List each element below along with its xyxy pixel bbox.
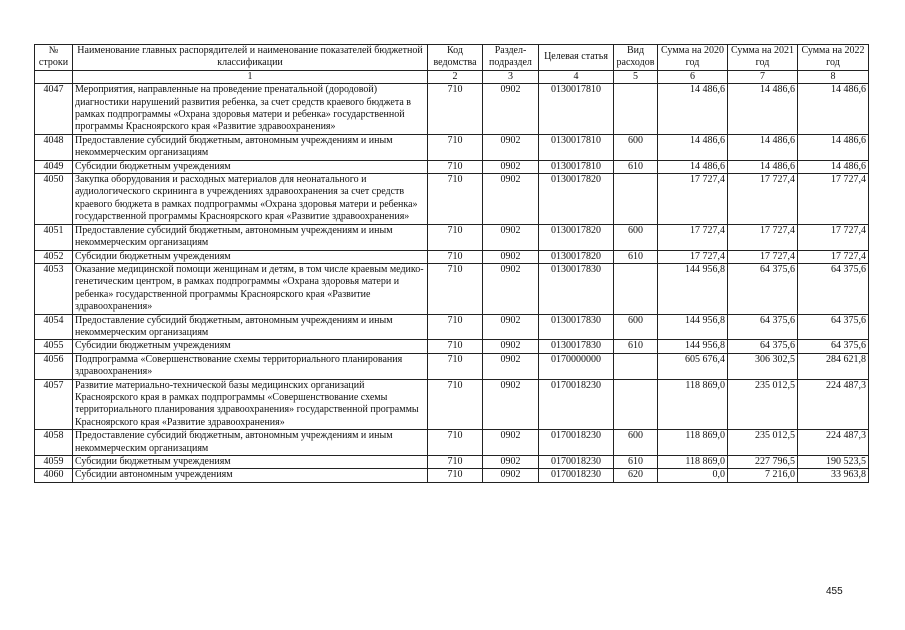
row-sum-2021: 64 375,6 xyxy=(728,263,798,314)
row-number: 4051 xyxy=(35,224,73,250)
row-department-code: 710 xyxy=(428,456,483,469)
row-sum-2020: 144 956,8 xyxy=(658,340,728,353)
row-expense-type: 610 xyxy=(614,250,658,263)
row-expense-type: 610 xyxy=(614,340,658,353)
header-name: Наименование главных распорядителей и наименование показателей бюджетной классификации xyxy=(73,45,428,71)
row-number: 4059 xyxy=(35,456,73,469)
row-section: 0902 xyxy=(483,263,539,314)
row-name: Субсидии бюджетным учреждениям xyxy=(73,456,428,469)
row-expense-type: 600 xyxy=(614,134,658,160)
row-number: 4052 xyxy=(35,250,73,263)
row-number: 4047 xyxy=(35,84,73,135)
header-expense-type: Вид расходов xyxy=(614,45,658,71)
table-row xyxy=(35,263,869,314)
table-row xyxy=(35,379,869,430)
row-sum-2022: 224 487,3 xyxy=(798,379,869,430)
row-department-code: 710 xyxy=(428,84,483,135)
row-sum-2022: 14 486,6 xyxy=(798,160,869,173)
budget-table xyxy=(34,44,869,483)
row-target-item: 0130017810 xyxy=(539,134,614,160)
row-sum-2022: 284 621,8 xyxy=(798,353,869,379)
row-sum-2020: 118 869,0 xyxy=(658,379,728,430)
row-department-code: 710 xyxy=(428,469,483,482)
row-sum-2020: 144 956,8 xyxy=(658,314,728,340)
row-number: 4056 xyxy=(35,353,73,379)
row-sum-2021: 306 302,5 xyxy=(728,353,798,379)
column-number: 4 xyxy=(539,70,614,83)
row-target-item: 0130017820 xyxy=(539,224,614,250)
row-sum-2021: 235 012,5 xyxy=(728,430,798,456)
header-sum-2021: Сумма на 2021 год xyxy=(728,45,798,71)
row-department-code: 710 xyxy=(428,314,483,340)
row-target-item: 0130017830 xyxy=(539,263,614,314)
header-section: Раздел- подраздел xyxy=(483,45,539,71)
row-sum-2020: 17 727,4 xyxy=(658,250,728,263)
row-section: 0902 xyxy=(483,250,539,263)
row-target-item: 0130017810 xyxy=(539,160,614,173)
row-department-code: 710 xyxy=(428,134,483,160)
row-sum-2021: 17 727,4 xyxy=(728,174,798,225)
table-row xyxy=(35,250,869,263)
row-department-code: 710 xyxy=(428,353,483,379)
row-expense-type xyxy=(614,84,658,135)
table-row xyxy=(35,84,869,135)
row-number: 4050 xyxy=(35,174,73,225)
row-expense-type: 600 xyxy=(614,314,658,340)
row-sum-2022: 14 486,6 xyxy=(798,134,869,160)
row-sum-2020: 144 956,8 xyxy=(658,263,728,314)
row-department-code: 710 xyxy=(428,430,483,456)
header-target-item: Целевая статья xyxy=(539,45,614,71)
row-sum-2022: 17 727,4 xyxy=(798,224,869,250)
row-number: 4060 xyxy=(35,469,73,482)
row-number: 4053 xyxy=(35,263,73,314)
row-department-code: 710 xyxy=(428,250,483,263)
row-sum-2021: 14 486,6 xyxy=(728,134,798,160)
row-expense-type xyxy=(614,379,658,430)
table-body xyxy=(35,84,869,483)
column-number: 5 xyxy=(614,70,658,83)
column-number: 2 xyxy=(428,70,483,83)
header-sum-2020: Сумма на 2020 год xyxy=(658,45,728,71)
row-sum-2022: 224 487,3 xyxy=(798,430,869,456)
table-row xyxy=(35,353,869,379)
row-sum-2021: 7 216,0 xyxy=(728,469,798,482)
row-target-item: 0130017820 xyxy=(539,250,614,263)
row-name: Субсидии бюджетным учреждениям xyxy=(73,160,428,173)
row-number: 4057 xyxy=(35,379,73,430)
column-number xyxy=(35,70,73,83)
row-department-code: 710 xyxy=(428,340,483,353)
header-row xyxy=(35,45,869,71)
row-name: Подпрограмма «Совершенствование схемы территориального планирования здравоохранения» xyxy=(73,353,428,379)
column-number: 1 xyxy=(73,70,428,83)
row-section: 0902 xyxy=(483,379,539,430)
row-sum-2022: 64 375,6 xyxy=(798,263,869,314)
column-number: 6 xyxy=(658,70,728,83)
table-row xyxy=(35,340,869,353)
row-target-item: 0130017830 xyxy=(539,314,614,340)
row-department-code: 710 xyxy=(428,379,483,430)
row-target-item: 0170000000 xyxy=(539,353,614,379)
table-row xyxy=(35,469,869,482)
row-sum-2020: 14 486,6 xyxy=(658,84,728,135)
header-row-number: № строки xyxy=(35,45,73,71)
row-sum-2021: 64 375,6 xyxy=(728,314,798,340)
row-expense-type xyxy=(614,263,658,314)
row-sum-2020: 14 486,6 xyxy=(658,134,728,160)
row-sum-2020: 0,0 xyxy=(658,469,728,482)
row-section: 0902 xyxy=(483,134,539,160)
row-name: Субсидии бюджетным учреждениям xyxy=(73,250,428,263)
row-sum-2020: 605 676,4 xyxy=(658,353,728,379)
row-section: 0902 xyxy=(483,456,539,469)
row-sum-2021: 17 727,4 xyxy=(728,224,798,250)
row-department-code: 710 xyxy=(428,263,483,314)
table-row xyxy=(35,456,869,469)
row-sum-2021: 227 796,5 xyxy=(728,456,798,469)
row-sum-2021: 235 012,5 xyxy=(728,379,798,430)
row-name: Предоставление субсидий бюджетным, автономным учреждениям и иным некоммерческим организациям xyxy=(73,430,428,456)
header-department-code: Код ведомства xyxy=(428,45,483,71)
row-target-item: 0170018230 xyxy=(539,379,614,430)
row-expense-type: 620 xyxy=(614,469,658,482)
row-expense-type: 600 xyxy=(614,224,658,250)
row-name: Субсидии автономным учреждениям xyxy=(73,469,428,482)
row-sum-2021: 17 727,4 xyxy=(728,250,798,263)
row-section: 0902 xyxy=(483,469,539,482)
row-sum-2020: 17 727,4 xyxy=(658,174,728,225)
row-sum-2022: 33 963,8 xyxy=(798,469,869,482)
row-sum-2021: 64 375,6 xyxy=(728,340,798,353)
row-name: Развитие материально-технической базы медицинских организаций Красноярского края в рамках подпрограммы «Совершенствование схемы территориального планирования здравоохранения» государственной программы Красноярского края «Развитие здравоохранения» xyxy=(73,379,428,430)
row-section: 0902 xyxy=(483,160,539,173)
row-sum-2020: 118 869,0 xyxy=(658,456,728,469)
row-name: Предоставление субсидий бюджетным, автономным учреждениям и иным некоммерческим организациям xyxy=(73,314,428,340)
row-number: 4058 xyxy=(35,430,73,456)
row-sum-2020: 118 869,0 xyxy=(658,430,728,456)
row-section: 0902 xyxy=(483,353,539,379)
row-name: Оказание медицинской помощи женщинам и детям, в том числе краевым медико-генетическим центром, в рамках подпрограммы «Охрана здоровья матери и ребенка» государственной программы Красноярского края «Развитие здравоохранения» xyxy=(73,263,428,314)
row-sum-2022: 64 375,6 xyxy=(798,314,869,340)
table-row xyxy=(35,430,869,456)
row-expense-type xyxy=(614,353,658,379)
row-sum-2022: 14 486,6 xyxy=(798,84,869,135)
row-expense-type: 600 xyxy=(614,430,658,456)
row-sum-2021: 14 486,6 xyxy=(728,160,798,173)
row-target-item: 0130017830 xyxy=(539,340,614,353)
row-name: Мероприятия, направленные на проведение пренатальной (дородовой) диагностики нарушений развития ребенка, за счет средств краевого бюджета в рамках подпрограммы «Охрана здоровья матери и ребенка» государственной программы Красноярского края «Развитие здравоохранения» xyxy=(73,84,428,135)
row-target-item: 0170018230 xyxy=(539,456,614,469)
row-section: 0902 xyxy=(483,340,539,353)
row-sum-2022: 17 727,4 xyxy=(798,174,869,225)
row-name: Предоставление субсидий бюджетным, автономным учреждениям и иным некоммерческим организациям xyxy=(73,134,428,160)
row-number: 4055 xyxy=(35,340,73,353)
row-expense-type: 610 xyxy=(614,456,658,469)
table-row xyxy=(35,314,869,340)
row-section: 0902 xyxy=(483,430,539,456)
row-name: Субсидии бюджетным учреждениям xyxy=(73,340,428,353)
column-number: 8 xyxy=(798,70,869,83)
row-number: 4049 xyxy=(35,160,73,173)
table-row xyxy=(35,174,869,225)
header-sum-2022: Сумма на 2022 год xyxy=(798,45,869,71)
row-sum-2020: 17 727,4 xyxy=(658,224,728,250)
row-department-code: 710 xyxy=(428,160,483,173)
row-sum-2022: 64 375,6 xyxy=(798,340,869,353)
row-target-item: 0170018230 xyxy=(539,430,614,456)
table-row xyxy=(35,134,869,160)
row-section: 0902 xyxy=(483,84,539,135)
row-sum-2022: 17 727,4 xyxy=(798,250,869,263)
row-expense-type xyxy=(614,174,658,225)
row-section: 0902 xyxy=(483,174,539,225)
row-expense-type: 610 xyxy=(614,160,658,173)
row-target-item: 0170018230 xyxy=(539,469,614,482)
row-sum-2020: 14 486,6 xyxy=(658,160,728,173)
row-target-item: 0130017810 xyxy=(539,84,614,135)
column-number: 7 xyxy=(728,70,798,83)
row-department-code: 710 xyxy=(428,174,483,225)
column-numbering-row xyxy=(35,70,869,83)
row-section: 0902 xyxy=(483,224,539,250)
row-sum-2022: 190 523,5 xyxy=(798,456,869,469)
row-sum-2021: 14 486,6 xyxy=(728,84,798,135)
page-number: 455 xyxy=(826,586,843,597)
row-department-code: 710 xyxy=(428,224,483,250)
column-number: 3 xyxy=(483,70,539,83)
row-number: 4054 xyxy=(35,314,73,340)
row-name: Закупка оборудования и расходных материалов для неонатального и аудиологического скрининга в учреждениях здравоохранения за счет средств краевого бюджета в рамках подпрограммы «Охрана здоровья матери и ребенка» государственной программы Красноярского края «Развитие здравоохранения» xyxy=(73,174,428,225)
row-section: 0902 xyxy=(483,314,539,340)
row-number: 4048 xyxy=(35,134,73,160)
row-name: Предоставление субсидий бюджетным, автономным учреждениям и иным некоммерческим организациям xyxy=(73,224,428,250)
row-target-item: 0130017820 xyxy=(539,174,614,225)
table-row xyxy=(35,224,869,250)
table-row xyxy=(35,160,869,173)
